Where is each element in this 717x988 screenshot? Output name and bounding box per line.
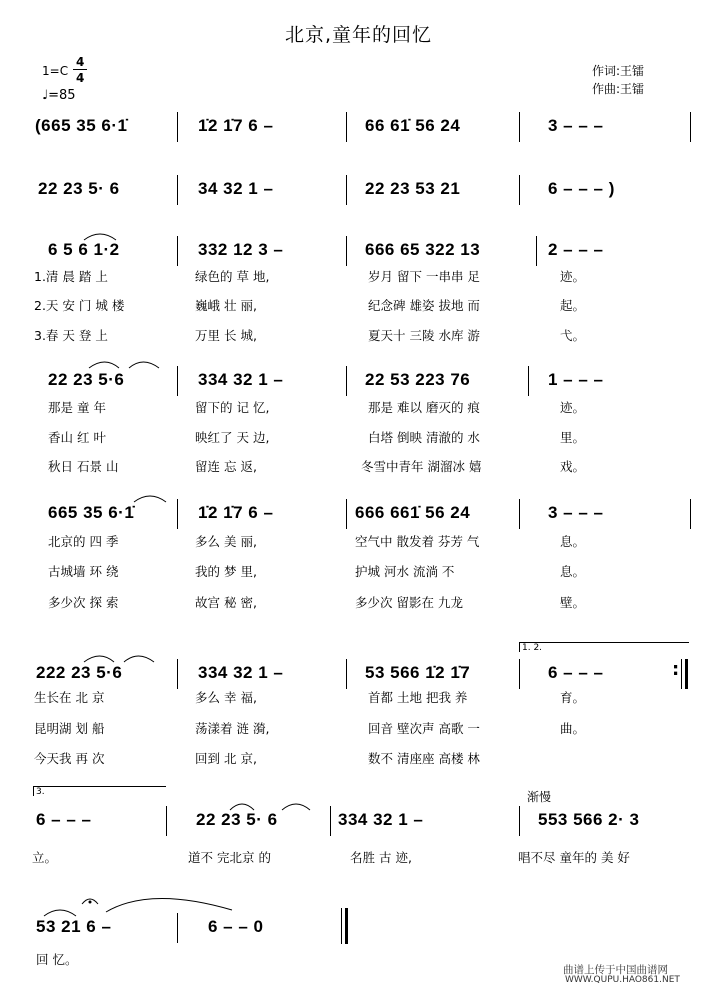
measure-notes: 1̇2 1̇7 6 – <box>198 116 274 135</box>
volta-bracket-end <box>519 642 520 652</box>
lyric-verse-1: 生长在 北 京 <box>34 690 105 705</box>
lyric-final: 道不 完北京 的 <box>188 850 271 865</box>
lyric-final: 唱不尽 童年的 美 好 <box>518 850 630 865</box>
lyric-verse-3: 故宫 秘 密, <box>195 595 257 610</box>
barline <box>177 659 178 689</box>
lyric-verse-3: 弋。 <box>560 328 586 343</box>
composer-credit: 作曲:王镭 <box>592 82 645 96</box>
lyric-verse-2: 白塔 倒映 清澈的 水 <box>368 430 480 445</box>
measure-notes: 2 – – – <box>548 240 604 259</box>
measure-notes: 334 32 1 – <box>198 663 284 682</box>
measure-notes: 22 23 5· 6 <box>196 810 278 829</box>
lyric-verse-2: 巍峨 壮 丽, <box>195 298 257 313</box>
lyric-verse-3: 多少次 留影在 九龙 <box>355 595 463 610</box>
barline <box>519 499 520 529</box>
measure-notes: 22 23 53 21 <box>365 179 461 198</box>
barline <box>346 112 347 142</box>
measure-notes: 34 32 1 – <box>198 179 274 198</box>
barline <box>346 499 347 529</box>
volta-label: 1. 2. <box>522 643 543 653</box>
lyric-verse-2: 荡漾着 涟 漪, <box>195 721 270 736</box>
barline <box>519 112 520 142</box>
lyric-final: 名胜 古 迹, <box>350 850 412 865</box>
lyric-final: 立。 <box>32 850 58 865</box>
lyric-verse-1: 多么 美 丽, <box>195 534 257 549</box>
key-signature: 1=C <box>42 64 69 78</box>
lyric-verse-3: 戏。 <box>560 459 586 474</box>
measure-notes: 3 – – – <box>548 503 604 522</box>
volta-bracket <box>33 786 166 787</box>
barline <box>346 366 347 396</box>
barline <box>177 366 178 396</box>
barline <box>346 175 347 205</box>
measure-notes: 332 12 3 – <box>198 240 284 259</box>
barline <box>177 112 178 142</box>
lyric-verse-3: 冬雪中青年 湖溜冰 嬉 <box>361 459 482 474</box>
slur-mark <box>85 356 165 370</box>
watermark-url: WWW.QUPU.HAO861.NET <box>565 975 680 985</box>
measure-notes: 1̇2 1̇7 6 – <box>198 503 274 522</box>
lyric-verse-1: 首都 土地 把我 养 <box>368 690 468 705</box>
barline <box>519 659 520 689</box>
time-signature-top: 4 <box>76 55 85 69</box>
barline <box>536 236 537 266</box>
lyric-verse-2: 起。 <box>560 298 586 313</box>
measure-notes: 6 – – 0 <box>208 917 264 936</box>
measure-notes: 666 661̇ 56 24 <box>355 503 471 522</box>
volta-bracket-start <box>33 786 34 796</box>
measure-notes: 1 – – – <box>548 370 604 389</box>
volta-label: 3. <box>36 787 45 797</box>
lyric-verse-3: 秋日 石景 山 <box>48 459 119 474</box>
lyric-verse-2: 2.天 安 门 城 楼 <box>34 298 125 313</box>
lyric-verse-2: 曲。 <box>560 721 586 736</box>
barline <box>346 659 347 689</box>
repeat-dots: : <box>672 659 680 680</box>
lyric-verse-3: 多少次 探 索 <box>48 595 119 610</box>
lyric-verse-2: 映红了 天 边, <box>195 430 270 445</box>
lyric-verse-1: 北京的 四 季 <box>48 534 119 549</box>
watermark-text: 曲谱上传于中国曲谱网 <box>563 964 668 976</box>
measure-notes: 22 23 5· 6 <box>38 179 120 198</box>
lyric-verse-3: 万里 长 城, <box>195 328 257 343</box>
measure-notes: 22 53 223 76 <box>365 370 471 389</box>
lyric-verse-2: 纪念碑 雄姿 拔地 而 <box>368 298 480 313</box>
barline <box>519 175 520 205</box>
lyric-verse-1: 绿色的 草 地, <box>195 269 270 284</box>
lyric-verse-2: 古城墙 环 绕 <box>48 564 119 579</box>
lyric-final: 回 忆。 <box>36 952 78 967</box>
lyric-verse-1: 那是 难以 磨灭的 痕 <box>368 400 480 415</box>
lyric-verse-2: 香山 红 叶 <box>48 430 106 445</box>
lyric-verse-3: 壁。 <box>560 595 586 610</box>
final-barline-thick <box>345 908 348 944</box>
lyric-verse-3: 留连 忘 返, <box>195 459 257 474</box>
barline <box>346 236 347 266</box>
barline <box>528 366 529 396</box>
time-signature-bottom: 4 <box>76 71 85 85</box>
lyric-verse-1: 迹。 <box>560 269 586 284</box>
measure-notes: 334 32 1 – <box>198 370 284 389</box>
slur-mark <box>130 490 170 504</box>
barline <box>330 806 331 836</box>
lyric-verse-3: 夏天十 三陵 水库 游 <box>368 328 480 343</box>
lyricist-credit: 作词:王镭 <box>592 64 645 78</box>
measure-notes: 53 566 1̇2 1̇7 <box>365 663 471 682</box>
lyric-verse-2: 护城 河水 流淌 不 <box>355 564 455 579</box>
slur-mark <box>40 890 240 918</box>
measure-notes: 6 5 6 1·2 <box>48 240 120 259</box>
lyric-verse-1: 多么 幸 福, <box>195 690 257 705</box>
measure-notes: 66 61̇ 56 24 <box>365 116 461 135</box>
barline <box>519 806 520 836</box>
barline <box>177 499 178 529</box>
repeat-barline-thin <box>681 659 682 689</box>
lyric-verse-1: 育。 <box>560 690 586 705</box>
page-title: 北京,童年的回忆 <box>284 24 433 46</box>
lyric-verse-1: 空气中 散发着 芬芳 气 <box>355 534 480 549</box>
barline <box>177 175 178 205</box>
lyric-verse-2: 里。 <box>560 430 586 445</box>
barline <box>690 499 691 529</box>
slur-mark <box>80 650 160 664</box>
volta-bracket <box>519 642 689 643</box>
measure-notes: 3 – – – <box>548 116 604 135</box>
time-signature-line <box>73 69 87 70</box>
lyric-verse-3: 数不 清座座 高楼 林 <box>368 751 480 766</box>
measure-notes: 553 566 2· 3 <box>538 810 640 829</box>
lyric-verse-2: 昆明湖 划 船 <box>34 721 105 736</box>
lyric-verse-3: 3.春 天 登 上 <box>34 328 108 343</box>
measure-notes: 666 65 322 13 <box>365 240 481 259</box>
measure-notes: 6 – – – ) <box>548 179 615 198</box>
lyric-verse-1: 1.清 晨 踏 上 <box>34 269 108 284</box>
measure-notes: 334 32 1 – <box>338 810 424 829</box>
lyric-verse-2: 回音 壁次声 高歌 一 <box>368 721 480 736</box>
measure-notes: 6 – – – <box>548 663 604 682</box>
expression-marking: 渐慢 <box>527 790 552 804</box>
lyric-verse-1: 留下的 记 忆, <box>195 400 270 415</box>
lyric-verse-2: 息。 <box>560 564 586 579</box>
barline <box>177 913 178 943</box>
measure-notes: 6 – – – <box>36 810 92 829</box>
measure-notes: (665 35 6·1̇ <box>35 116 128 135</box>
barline <box>690 112 691 142</box>
lyric-verse-1: 岁月 留下 一串串 足 <box>368 269 480 284</box>
measure-notes: 22 23 5·6 <box>48 370 125 389</box>
lyric-verse-1: 息。 <box>560 534 586 549</box>
lyric-verse-3: 今天我 再 次 <box>34 751 105 766</box>
lyric-verse-1: 那是 童 年 <box>48 400 106 415</box>
measure-notes: 53 21 6 – <box>36 917 112 936</box>
final-barline-thin <box>341 908 342 944</box>
measure-notes: 665 35 6·1̇ <box>48 503 135 522</box>
tempo-marking: ♩=85 <box>42 88 76 103</box>
lyric-verse-2: 我的 梦 里, <box>195 564 257 579</box>
barline <box>177 236 178 266</box>
measure-notes: 222 23 5·6 <box>36 663 123 682</box>
lyric-verse-3: 回到 北 京, <box>195 751 257 766</box>
repeat-barline-thick <box>685 659 688 689</box>
lyric-verse-1: 迹。 <box>560 400 586 415</box>
barline <box>166 806 167 836</box>
